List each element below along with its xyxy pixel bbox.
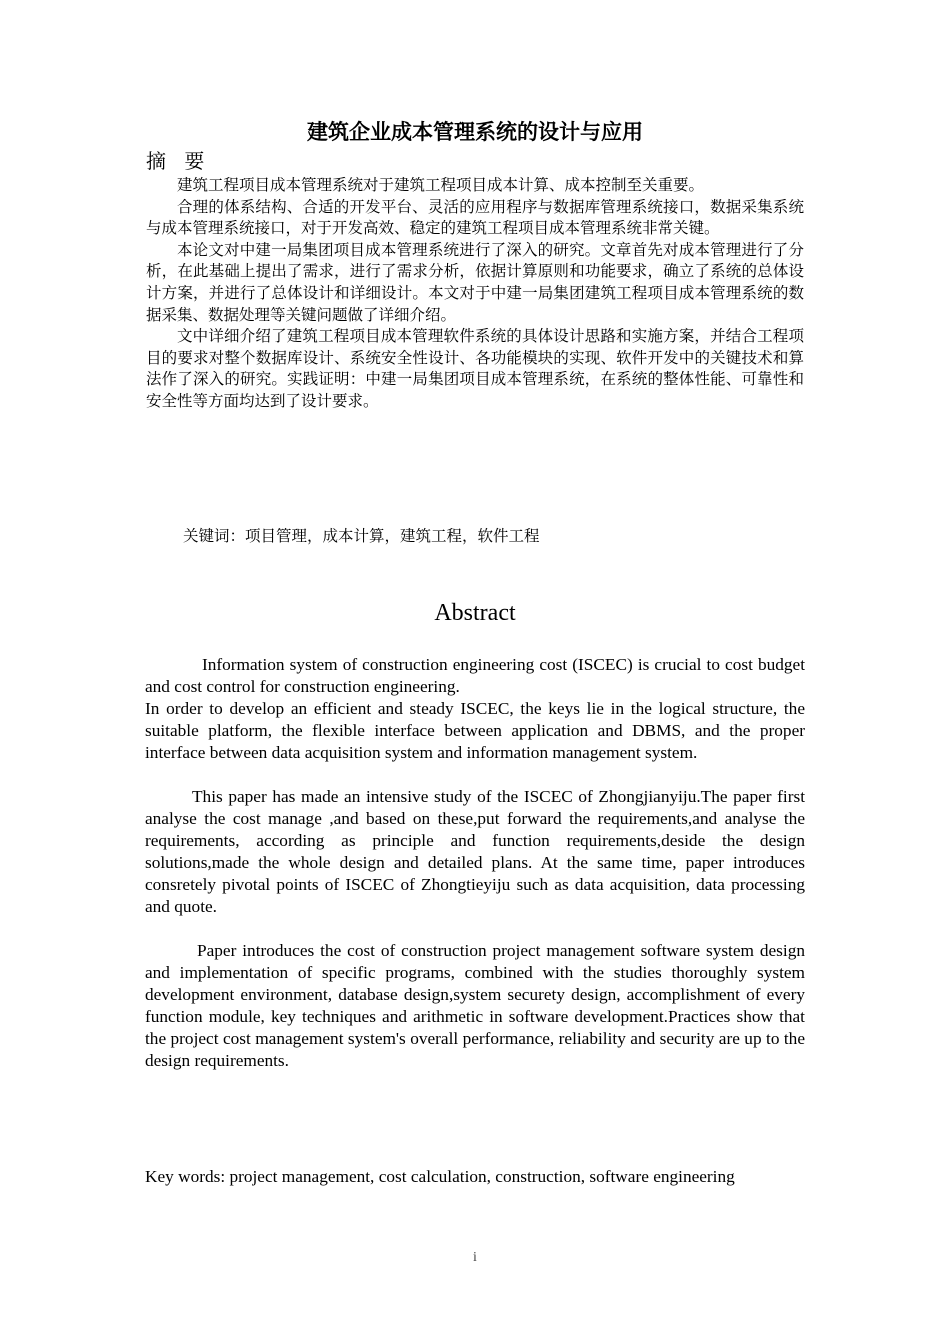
english-keywords: Key words: project management, cost calculation, construction, software engineering bbox=[145, 1167, 735, 1186]
english-paragraph: Information system of construction engineering cost (ISCEC) is crucial to cost budget and cost control for construction engineering. bbox=[145, 655, 805, 696]
english-paragraph: In order to develop an efficient and steady ISCEC, the keys lie in the logical structure, the suitable platform, the flexible interface between application and DBMS, and the proper interface between data acquisition system and information management system. bbox=[145, 699, 805, 762]
chinese-keywords bbox=[183, 525, 540, 547]
chinese-keywords-label: 关键词： bbox=[183, 527, 246, 545]
english-abstract-title: Abstract bbox=[434, 600, 516, 626]
paragraph-gap bbox=[145, 918, 805, 940]
english-paragraph: This paper has made an intensive study of the ISCEC of Zhongjianyiju.The paper first analyse the cost manage ,and based on these,put forward the requirements,and analyse the requirements, according as principle and function requirements,deside the design solutions,made the whole design and detailed plans. At the same time, paper introduces consretely pivotal points of ISCEC of Zhongtieyiju such as data acquisition, data processing and quote. bbox=[145, 787, 805, 916]
chinese-title: 建筑企业成本管理系统的设计与应用 bbox=[307, 120, 643, 144]
chinese-paragraph: 建筑工程项目成本管理系统对于建筑工程项目成本计算、成本控制至关重要。 bbox=[177, 176, 705, 194]
chinese-paragraph: 合理的体系结构、合适的开发平台、灵活的应用程序与数据库管理系统接口，数据采集系统与成本管理系统接口，对于开发高效、稳定的建筑工程项目成本管理系统非常关键。 bbox=[146, 197, 804, 238]
chinese-paragraph: 文中详细介绍了建筑工程项目成本管理软件系统的具体设计思路和实施方案，并结合工程项目的要求对整个数据库设计、系统安全性设计、各功能模块的实现、软件开发中的关键技术和算法作了深入的研究。实践证明：中建一局集团项目成本管理系统，在系统的整体性能、可靠性和安全性等方面均达到了设计要求。 bbox=[146, 327, 804, 410]
chinese-abstract-body bbox=[146, 175, 804, 413]
paragraph-gap bbox=[145, 764, 805, 786]
english-abstract-body bbox=[145, 654, 805, 1072]
page-number: i bbox=[473, 1250, 477, 1265]
chinese-keywords-value: 项目管理，成本计算，建筑工程，软件工程 bbox=[245, 527, 540, 545]
chinese-paragraph: 本论文对中建一局集团项目成本管理系统进行了深入的研究。文章首先对成本管理进行了分析，在此基础上提出了需求，进行了需求分析，依据计算原则和功能要求，确立了系统的总体设计方案，并进行了总体设计和详细设计。本文对于中建一局集团建筑工程项目成本管理系统的数据采集、数据处理等关键问题做了详细介绍。 bbox=[146, 240, 804, 324]
chinese-abstract-heading: 摘 要 bbox=[146, 149, 211, 173]
english-paragraph: Paper introduces the cost of construction project management software system design and implementation of specific programs, combined with the studies thoroughly system development environment, database design,system securety design, accomplishment of every function module, key techniques and arithmetic in software development.Practices show that the project cost management system's overall performance, reliability and security are up to the design requirements. bbox=[145, 941, 805, 1070]
